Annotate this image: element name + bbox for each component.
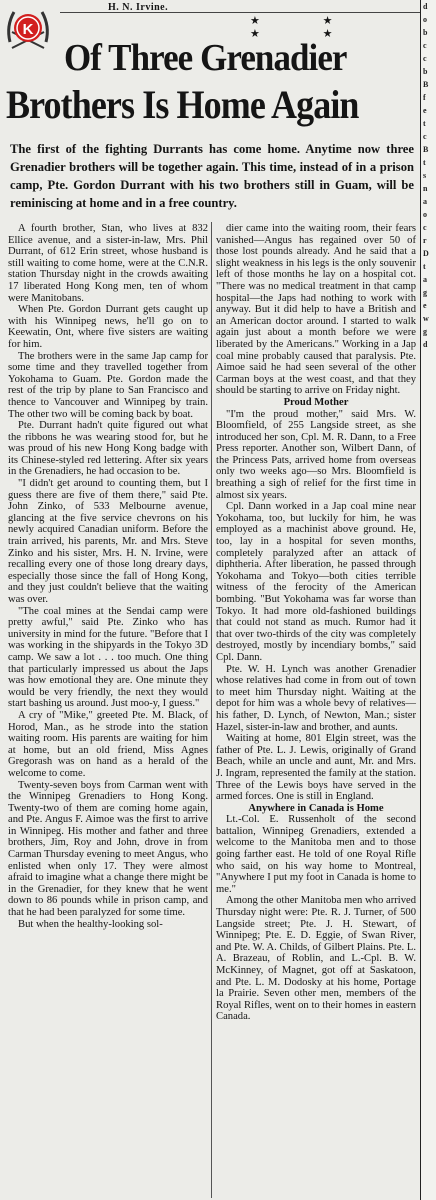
edge-fragment: r xyxy=(423,236,427,245)
edge-fragment: d xyxy=(423,340,428,349)
edge-fragment: d xyxy=(423,2,428,11)
column-divider xyxy=(211,222,212,1198)
paragraph: Twenty-seven boys from Carman went with the Winnipeg Grenadiers to Hong Kong. Twenty-two of them are coming home again, and Pte. Angus F. Aimoe was the first to arrive in Winnipeg. His mother and father and three brothers, Jim, Roy and John, drove in from Carman Thursday evening to meet Angus, who enlisted when only 17. They were almost afraid to imagine what a change there might be in the Grenadier, for they knew that he went down to 86 pounds while in prison camp, and that he had been paralyzed for some time. xyxy=(8,779,208,919)
edge-fragment: t xyxy=(423,119,426,128)
paragraph: But when the healthy-looking sol- xyxy=(18,918,163,930)
edge-fragment: B xyxy=(423,145,429,154)
edge-fragment: w xyxy=(423,314,429,323)
edge-fragment: c xyxy=(423,41,427,50)
paragraph: "I'm the proud mother," said Mrs. W. Bloomfield, of 255 Langside street, as she introduced her son, Cpl. M. R. Dann, to a Free Press reporter. Another son, Wilbert Dann, of the Princess Pats, arrived home from overseas only two weeks ago—so Mrs. Bloomfield is breathing a sigh of relief for the first time in almost six years. xyxy=(216,408,416,501)
paragraph: "I didn't get around to counting them, but I guess there are five of them there," said Pte. John Zinko, of 533 Melbourne avenue, glancing at the five service chevrons on his newly acquired Canadian uniform. Before the train arrived, his parents, Mr. and Mrs. Steve Zinko and his sister, Mrs. H. N. Irvine, were recalling every one of those long dreary days, especially those since the fall of Hong Kong, and they just couldn't believe that the waiting was over. xyxy=(8,478,208,605)
lead-paragraph: The first of the fighting Durrants has come home. Anytime now three Grenadier brothers will be together again. This time, instead of in a prison camp, Pte. Gordon Durrant with his two brothers still in Guam, will be reminiscing at home and in a free country. xyxy=(10,142,414,210)
edge-fragment: g xyxy=(423,327,427,336)
edge-fragment: o xyxy=(423,15,427,24)
edge-fragment: c xyxy=(423,223,427,232)
paragraph: Among the other Manitoba men who arrived Thursday night were: Pte. R. J. Turner, of 500 Langside street; Pte. J. H. Stewart, of Winnipeg; Pte. E. D. Eggie, of Swan River, and Pte. W. A. Childs, of Gilbert Plains. Pte. L. A. Brazeau, of Roblin, and L.-Cpl. B. W. McKinney, of Magnet, got off at Saskatoon, and Pte. L. M. Dodosky at his home, Portage la Prairie. Seven other men, members of the Royal Rifles, went on to their homes in eastern Canada. xyxy=(216,895,416,1023)
paragraph: "The coal mines at the Sendai camp were pretty awful," said Pte. Zinko who has university in mind for the future. "Before that I was working in the shipyards in the Tokyo 3D camp. We saw a lot . . . too much. One thing that particularly impressed us about the Japs was how emotional they are. One minute they would be very friendly, the next they would start bashing us around. Just moo-y, I guess." xyxy=(8,605,208,710)
paragraph: When Pte. Gordon Durrant gets caught up with his Winnipeg news, he'll go on to Keewatin, Ont, where five sisters are waiting for him. xyxy=(8,304,208,350)
headline-line-2: Brothers Is Home Again xyxy=(6,82,359,127)
edge-fragment: g xyxy=(423,288,427,297)
edge-fragment: t xyxy=(423,262,426,271)
headline-line-1: Of Three Grenadier xyxy=(64,37,347,79)
edge-fragment: s xyxy=(423,171,427,180)
edge-fragment: n xyxy=(423,184,428,193)
edge-fragment: a xyxy=(423,197,427,206)
paragraph: Cpl. Dann worked in a Jap coal mine near Yokohama, too, but luckily for him, he was employed as a machinist above ground. He, too, lay in a hospital for seven months, completely paralyzed after an attack of diphtheria. After liberation, he passed through Yokohama and Tokyo—both cities terrible witness of the ferocity of the American bombing. "But Yokohama was far worse than Tokyo. It had more old-fashioned buildings that could not stand as much. Rumor had it that over two-thirds of the city was completely destroyed, mostly by incendiary bombs," said Cpl. Dann. xyxy=(216,501,416,663)
edge-fragment: D xyxy=(423,249,429,258)
edge-fragment: b xyxy=(423,28,428,37)
byline-fragment: H. N. Irvine. xyxy=(108,2,169,13)
edge-fragment: t xyxy=(423,158,426,167)
edge-fragment: e xyxy=(423,301,427,310)
paragraph: Lt.-Col. E. Russenholt of the second battalion, Winnipeg Grenadiers, extended a welcome to the Manitoba men and to those going farther east. He told of one Royal Rifle who said, on his way home to Montreal, "Anywhere I put my foot in Canada is home to me." xyxy=(216,814,416,895)
edge-fragment: c xyxy=(423,54,427,63)
star-ornament: ★ ★ ★ ★ xyxy=(250,15,363,40)
paragraph: The brothers were in the same Jap camp for some time and they travelled together from Yokohama to Guam. Pte. Gordon made the rest of the trip by plane to San Francisco and thence to Vancouver and Winnipeg by train. The other two will be coming back by boat. xyxy=(8,350,208,420)
subheading-proud-mother: Proud Mother xyxy=(283,396,349,408)
edge-fragment: a xyxy=(423,275,427,284)
edge-fragment: o xyxy=(423,210,427,219)
paragraph: Pte. Durrant hadn't quite figured out what the ribbons he was wearing stood for, but he was proud of his new Hong Kong badge with its Chinese-styled red lettering. After six years in the Grenadiers, he had occasion to be. xyxy=(8,420,208,478)
subheading-anywhere-in-canada: Anywhere in Canada is Home xyxy=(248,802,384,814)
wreath-logo-icon xyxy=(2,2,54,60)
edge-fragment: b xyxy=(423,67,428,76)
adjacent-column-edge xyxy=(420,0,436,1200)
body-column-2 xyxy=(216,223,416,1023)
edge-fragment: f xyxy=(423,93,426,102)
edge-fragment: B xyxy=(423,80,429,89)
edge-fragment: c xyxy=(423,132,427,141)
svg-text:K: K xyxy=(22,21,34,38)
paragraph: dier came into the waiting room, their fears vanished—Angus has regained over 50 of those lost pounds already. And he said that a slight weakness in his legs is the only souvenir left of those months he lay on a hospital cot. "There was no medical treatment in that camp hospital—the Japs had nothing to work with anyway. But it did help to have a British and an American doctor around. I started to walk again just about a month before we were liberated by the Americans." Working in a Jap coal mine probably caused that paralysis. Pte. Aimoe said he had seen several of the other Carman boys at the west coast, and that they should be starting to arrive on Friday night. xyxy=(216,223,416,397)
edge-fragment: e xyxy=(423,106,427,115)
paragraph: A cry of "Mike," greeted Pte. M. Black, of Horod, Man., as he strode into the station waiting room. His parents are waiting for him at home, but an old friend, Miss Agnes Gregorash was on hand as a herald of the welcome to come. xyxy=(8,709,208,779)
paragraph: Pte. W. H. Lynch was another Grenadier whose relatives had come in from out of town to meet him Thursday night. Waiting at the depot for him was a whole bevy of relatives—his father, D. Lynch, of Newton, Man.; sister Hazel, sister-in-law and brother, and aunts. xyxy=(216,663,416,733)
paragraph: A fourth brother, Stan, who lives at 832 Ellice avenue, and a sister-in-law, Mrs. Phil Durrant, of 612 Erin street, whose husband is still waiting to come home, were at the C.N.R. station Thursday night in the crowds awaiting 17 liberated Hong Kong men, ten of whom were Manitobans. xyxy=(8,223,208,304)
paragraph: Waiting at home, 801 Elgin street, was the father of Pte. L. J. Lewis, originally of Grand Beach, while an uncle and aunt, Mr. and Mrs. J. Ingram, represented the family at the station. Three of the Lewis boys have served in the armed forces. One is still in England. xyxy=(216,733,416,803)
body-column-1 xyxy=(8,223,208,930)
